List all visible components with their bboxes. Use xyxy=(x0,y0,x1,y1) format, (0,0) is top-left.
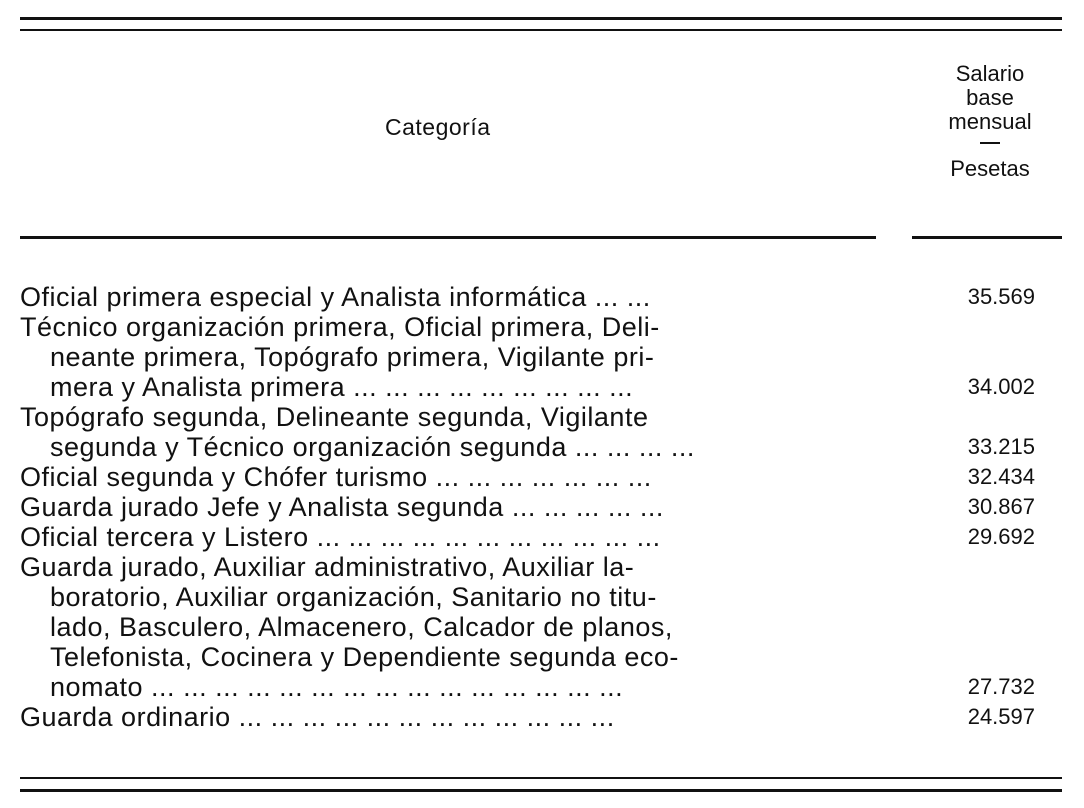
row-category xyxy=(20,402,882,462)
row-value: 30.867 xyxy=(967,494,1035,519)
row-category xyxy=(20,492,882,522)
row-value: 34.002 xyxy=(967,374,1035,399)
row-category xyxy=(20,702,882,732)
header-salario-line3: mensual xyxy=(948,109,1032,134)
row-category xyxy=(20,282,882,312)
top-rule-outer xyxy=(20,17,1062,20)
row-value: 27.732 xyxy=(967,674,1035,699)
row-category-line: Guarda ordinario ... ... ... ... ... ... ... ... ... ... ... ... xyxy=(20,702,615,732)
row-category-line: boratorio, Auxiliar organización, Sanitario no titu- xyxy=(50,582,657,612)
row-category-line: Oficial tercera y Listero ... ... ... ... ... ... ... ... ... ... ... xyxy=(20,522,661,552)
row-category-line: Oficial segunda y Chófer turismo ... ... ... ... ... ... ... xyxy=(20,462,652,492)
header-rule-salary xyxy=(912,236,1062,239)
header-salario-line2: base xyxy=(966,85,1014,110)
row-category xyxy=(20,552,882,702)
row-value: 29.692 xyxy=(967,524,1035,549)
row-category-line: segunda y Técnico organización segunda ... ... ... ... xyxy=(50,432,695,462)
row-category-line: mera y Analista primera ... ... ... ... ... ... ... ... ... xyxy=(50,372,634,402)
header-categoria: Categoría xyxy=(385,114,491,140)
header-dash xyxy=(980,142,1000,144)
row-category-line: Guarda jurado Jefe y Analista segunda ... ... ... ... ... xyxy=(20,492,664,522)
row-category xyxy=(20,462,882,492)
row-category-line: nomato ... ... ... ... ... ... ... ... ... ... ... ... ... ... ... xyxy=(50,672,624,702)
header-rule-category xyxy=(20,236,876,239)
row-category-line: Guarda jurado, Auxiliar administrativo, Auxiliar la- xyxy=(20,552,635,582)
row-value: 33.215 xyxy=(967,434,1035,459)
row-category-line: Técnico organización primera, Oficial primera, Deli- xyxy=(20,312,660,342)
row-category-line: Telefonista, Cocinera y Dependiente segunda eco- xyxy=(50,642,679,672)
row-value: 35.569 xyxy=(967,284,1035,309)
row-category xyxy=(20,522,882,552)
row-value: 32.434 xyxy=(967,464,1035,489)
bottom-rule-lower xyxy=(20,789,1062,792)
row-category-line: Oficial primera especial y Analista informática ... ... xyxy=(20,282,651,312)
row-category-line: neante primera, Topógrafo primera, Vigilante pri- xyxy=(50,342,655,372)
header-salario-line1: Salario xyxy=(955,61,1025,86)
top-rule-inner xyxy=(20,29,1062,31)
row-category xyxy=(20,312,882,402)
bottom-rule-upper xyxy=(20,777,1062,779)
header-salario-unit: Pesetas xyxy=(950,156,1030,181)
row-category-line: Topógrafo segunda, Delineante segunda, Vigilante xyxy=(20,402,649,432)
header-salario xyxy=(915,62,1065,181)
row-value: 24.597 xyxy=(967,704,1035,729)
row-category-line: lado, Basculero, Almacenero, Calcador de planos, xyxy=(50,612,673,642)
